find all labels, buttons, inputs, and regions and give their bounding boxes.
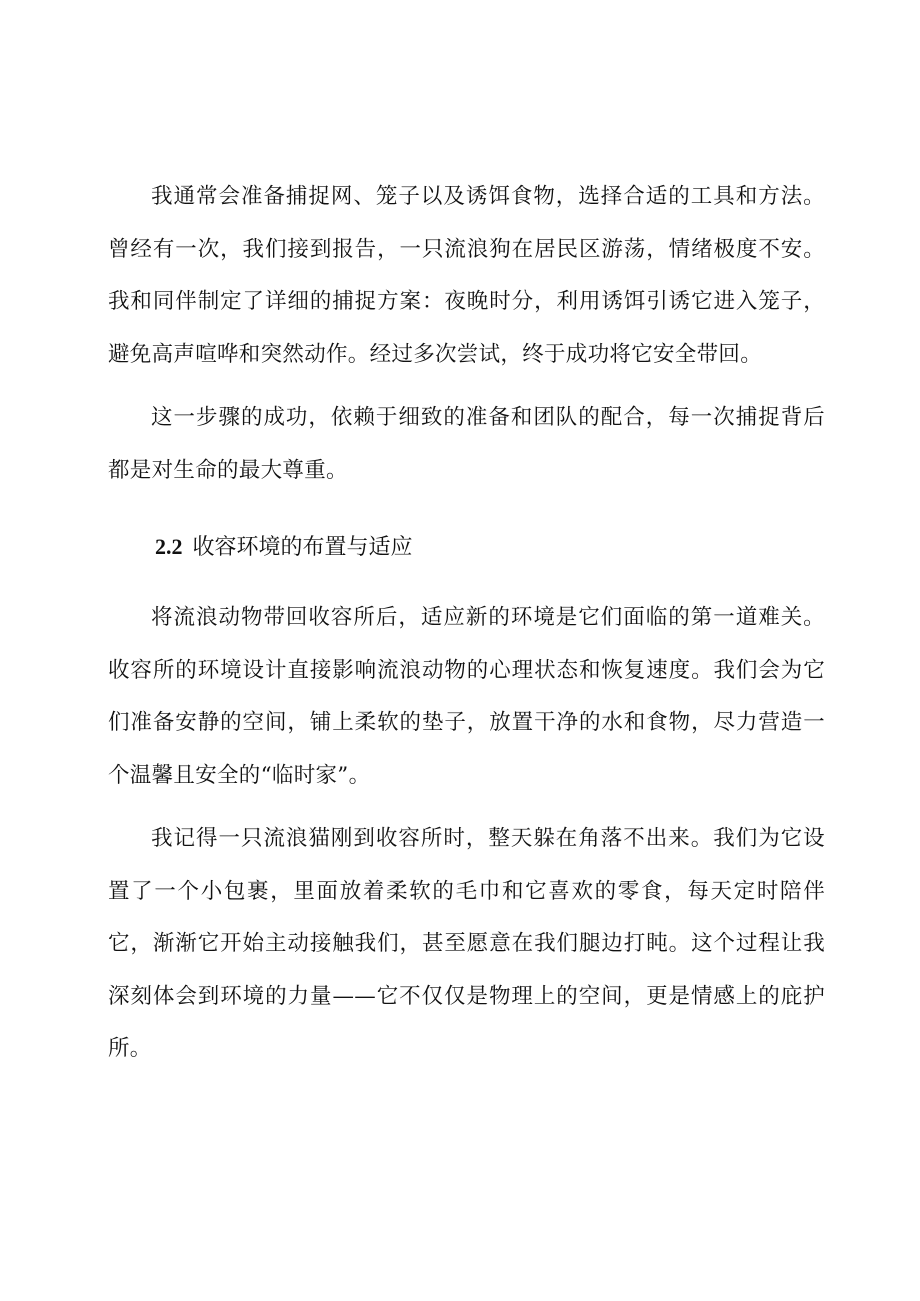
paragraph-shelter-environment: 将流浪动物带回收容所后，适应新的环境是它们面临的第一道难关。收容所的环境设计直接影响流浪动物的心理状态和恢复速度。我们会为它们准备安静的空间，铺上柔软的垫子，放置干净的水和食物，尽力营造一个温馨且安全的“临时家”。 [108, 605, 825, 788]
section-title: 收容环境的布置与适应 [192, 535, 413, 560]
section-heading [108, 527, 825, 568]
paragraph-capture-tools: 我通常会准备捕捉网、笼子以及诱饵食物，选择合适的工具和方法。曾经有一次，我们接到报告，一只流浪狗在居民区游荡，情绪极度不安。我和同伴制定了详细的捕捉方案：夜晚时分，利用诱饵引诱它进入笼子，避免高声喧哗和突然动作。经过多次尝试，终于成功将它安全带回。 [108, 184, 825, 367]
paragraph-stray-cat-story: 我记得一只流浪猫刚到收容所时，整天躲在角落不出来。我们为它设置了一个小包裹，里面放着柔软的毛巾和它喜欢的零食，每天定时陪伴它，渐渐它开始主动接触我们，甚至愿意在我们腿边打盹。这个过程让我深刻体会到环境的力量——它不仅仅是物理上的空间，更是情感上的庇护所。 [108, 826, 825, 1061]
paragraph-capture-success: 这一步骤的成功，依赖于细致的准备和团队的配合，每一次捕捉背后都是对生命的最大尊重。 [108, 405, 825, 483]
section-number: 2.2 [155, 534, 183, 559]
document-body [108, 171, 825, 1076]
